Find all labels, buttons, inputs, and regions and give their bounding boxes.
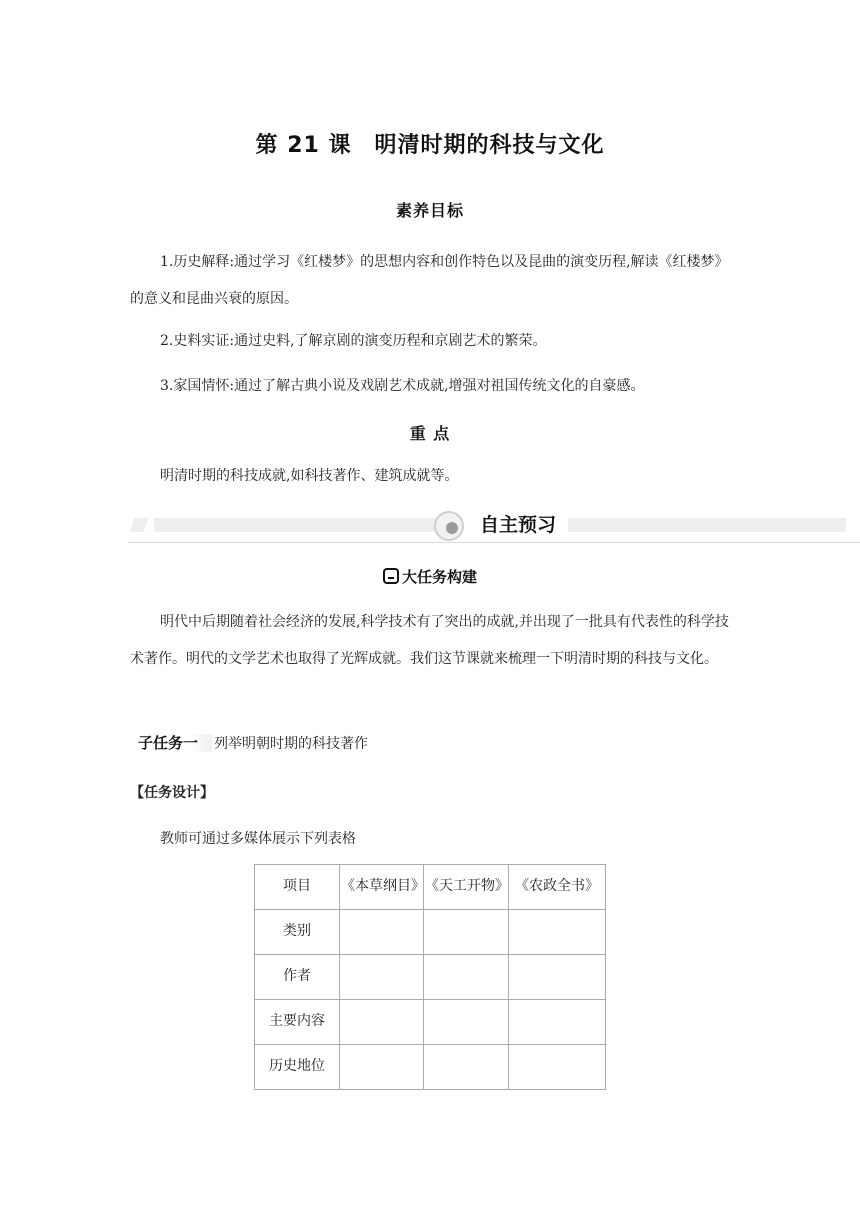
banner-emblem-icon [430, 510, 468, 542]
task-board-icon [383, 568, 399, 584]
table-cell [509, 955, 606, 1000]
big-task-heading [0, 566, 860, 587]
subtask-tag: 子任务一 [138, 734, 212, 752]
table-header-row [255, 865, 606, 910]
task-design-heading: 【任务设计】 [130, 785, 214, 801]
table-cell [509, 1000, 606, 1045]
table-cell [424, 910, 509, 955]
goal-item-3: 3.家国情怀:通过了解古典小说及戏剧艺术成就,增强对祖国传统文化的自豪感。 [160, 378, 645, 394]
table-cell [340, 1000, 424, 1045]
banner-divider [128, 542, 860, 543]
section-banner [128, 508, 860, 546]
table-header-cell: 《农政全书》 [509, 865, 606, 910]
table-cell [340, 910, 424, 955]
table-header-cell: 项目 [255, 865, 340, 910]
goal-item-2: 2.史料实证:通过史料,了解京剧的演变历程和京剧艺术的繁荣。 [160, 333, 547, 349]
banner-bar-left [154, 518, 444, 532]
banner-bar-right [568, 518, 846, 532]
table-cell [424, 955, 509, 1000]
table-cell [340, 1045, 424, 1090]
big-task-text: 明代中后期随着社会经济的发展,科学技术有了突出的成就,并出现了一批具有代表性的科学技术著作。明代的文学艺术也取得了光辉成就。我们这节课就来梳理一下明清时期的科技与文化。 [130, 614, 729, 667]
table-row [255, 910, 606, 955]
table-row [255, 955, 606, 1000]
big-task-heading-text: 大任务构建 [401, 568, 477, 586]
works-table [254, 864, 606, 1090]
table-row-label: 类别 [255, 910, 340, 955]
table-cell [424, 1000, 509, 1045]
table-row-label: 作者 [255, 955, 340, 1000]
table-row [255, 1000, 606, 1045]
lesson-title: 第 21 课 明清时期的科技与文化 [255, 133, 605, 158]
table-cell [509, 910, 606, 955]
table-row-label: 主要内容 [255, 1000, 340, 1045]
key-points-heading: 重 点 [409, 424, 451, 443]
table-row [255, 1045, 606, 1090]
goal-item-1: 1.历史解释:通过学习《红楼梦》的思想内容和创作特色以及昆曲的演变历程,解读《红楼梦》的意义和昆曲兴衰的原因。 [130, 254, 729, 307]
table-cell [340, 955, 424, 1000]
goals-heading: 素养目标 [395, 201, 464, 220]
table-cell [424, 1045, 509, 1090]
banner-title: 自主预习 [472, 510, 564, 537]
key-points-text: 明清时期的科技成就,如科技著作、建筑成就等。 [160, 468, 459, 484]
table-header-cell: 《本草纲目》 [340, 865, 424, 910]
subtask-one [138, 732, 368, 753]
table-header-cell: 《天工开物》 [424, 865, 509, 910]
subtask-text: 列举明朝时期的科技著作 [214, 736, 369, 752]
banner-stripe-left [129, 518, 148, 532]
table-cell [509, 1045, 606, 1090]
table-row-label: 历史地位 [255, 1045, 340, 1090]
task-design-intro: 教师可通过多媒体展示下列表格 [160, 831, 356, 847]
